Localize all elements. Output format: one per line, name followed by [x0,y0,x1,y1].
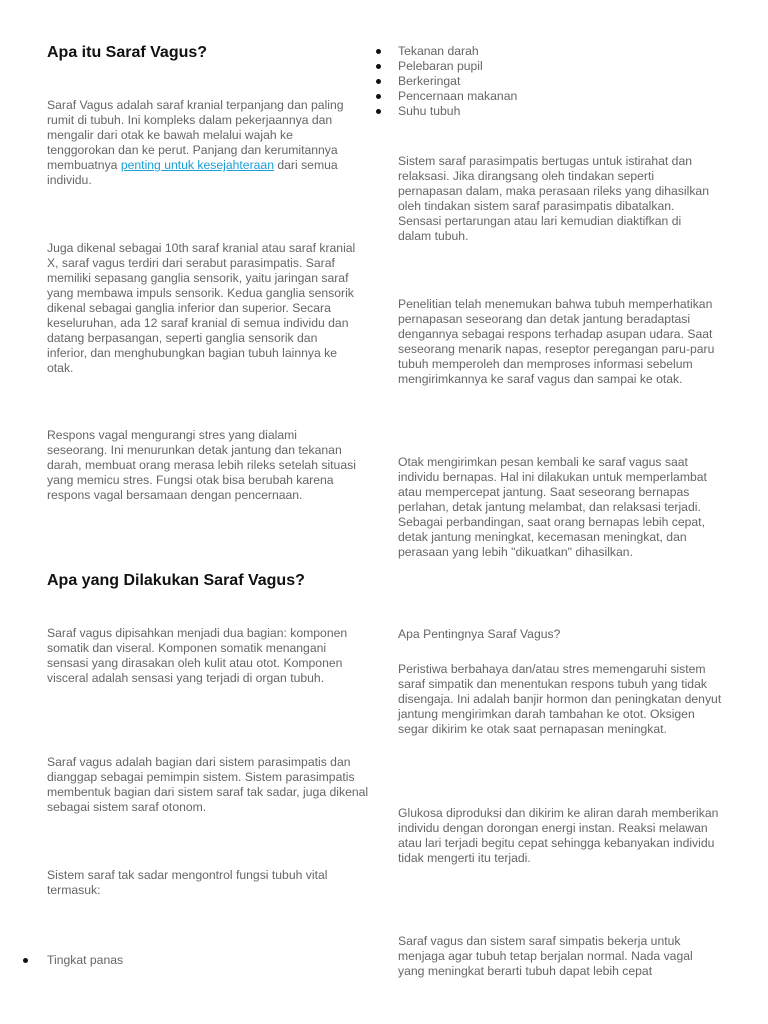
bullet-icon [376,79,381,84]
bullet-icon [376,109,381,114]
wellbeing-link[interactable]: penting untuk kesejahteraan [120,158,274,172]
list-item-label: Pelebaran pupil [398,59,483,73]
paragraph-intro-text: Saraf Vagus adalah saraf kranial terpanjang dan paling rumit di tubuh. Ini kompleks dalam pekerjaannya dan mengalir dari otak ke bawah melalui wajah ke tenggorokan dan ke perut. Panjang dan kerumitannya membuatnya [47,98,344,172]
paragraph-rest-relax: Sistem saraf parasimpatis bertugas untuk istirahat dan relaksasi. Jika dirangsang oleh tindakan seperti pernapasan dalam, maka perasaan rileks yang dihasilkan oleh tindakan sistem saraf parasimpatis dibatalkan. Sensasi pertarungan atau lari kemudian diaktifkan di dalam tubuh. [398,154,709,243]
paragraph-stress-events: Peristiwa berbahaya dan/atau stres memengaruhi sistem saraf simpatik dan menentukan respons tubuh yang tidak disengaja. Ini adalah banjir hormon dan peningkatan denyut jantung mengirimkan darah tambahan ke otot. Oksigen segar dikirim ke otak saat pernapasan meningkat. [398,662,722,736]
paragraph-breathing-research: Penelitian telah menemukan bahwa tubuh memperhatikan pernapasan seseorang dan detak jantung beradaptasi dengannya sebagai respons terhadap asupan udara. Saat seseorang menarik napas, reseptor peregangan paru-paru tubuh memperoleh dan memproses informasi sebelum mengirimkannya ke saraf vagus dan sampai ke otak. [398,297,715,386]
paragraph-vagal-tone: Saraf vagus dan sistem saraf simpatis bekerja untuk menjaga agar tubuh tetap berjalan normal. Nada vagal yang meningkat berarti tubuh dapat lebih cepat [398,934,693,978]
list-item [398,74,517,89]
paragraph-intro-text-end: dari semua individu. [47,158,338,187]
paragraph-parasympathetic: Saraf vagus adalah bagian dari sistem parasimpatis dan dianggap sebagai pemimpin sistem. Sistem parasimpatis membentuk bagian dari sistem saraf tak sadar, juga dikenal sebagai sistem saraf otonom. [47,755,369,814]
vital-functions-list [398,44,517,119]
paragraph-vagal-response: Respons vagal mengurangi stres yang dialami seseorang. Ini menurunkan detak jantung dan tekanan darah, membuat orang merasa lebih rileks setelah situasi yang memicu stres. Fungsi otak bisa berubah karena respons vagal bersamaan dengan pencernaan. [47,428,356,502]
list-item-label: Tingkat panas [47,953,124,967]
list-item [398,104,517,119]
bullet-icon [376,49,381,54]
paragraph-brain-message: Otak mengirimkan pesan kembali ke saraf vagus saat individu bernapas. Hal ini dilakukan untuk memperlambat atau mempercepat jantung. Saat seseorang bernapas perlahan, detak jantung melambat, dan relaksasi terjadi. Sebagai perbandingan, saat orang bernapas lebih cepat, detak jantung meningkat, kecemasan meningkat, dan perasaan yang lebih "dikuatkan" dihasilkan. [398,455,707,559]
bullet-icon [23,958,28,963]
section-heading-what-is-vagus: Apa itu Saraf Vagus? [47,44,208,61]
list-item-label: Suhu tubuh [398,104,461,118]
list-item-label: Pencernaan makanan [398,89,518,103]
list-item-label: Tekanan darah [398,44,479,58]
list-item [398,89,517,104]
paragraph-components: Saraf vagus dipisahkan menjadi dua bagian: komponen somatik dan viseral. Komponen somatik menangani sensasi yang dirasakan oleh kulit atau otot. Komponen visceral adalah sensasi yang terjadi di organ tubuh. [47,626,348,685]
list-item-label: Berkeringat [398,74,461,88]
section-heading-what-vagus-does: Apa yang Dilakukan Saraf Vagus? [47,572,305,589]
bullet-icon [376,64,381,69]
subheading-importance: Apa Pentingnya Saraf Vagus? [398,627,561,641]
list-item [398,44,517,59]
list-item [398,59,517,74]
paragraph-glucose: Glukosa diproduksi dan dikirim ke aliran darah memberikan individu dengan dorongan energi instan. Reaksi melawan atau lari terjadi begitu cepat sehingga kebanyakan individu tidak mengerti itu terjadi. [398,806,719,865]
list-item [47,953,123,968]
bullet-icon [376,94,381,99]
paragraph-intro [47,98,347,188]
paragraph-cranial-nerve: Juga dikenal sebagai 10th saraf kranial atau saraf kranial X, saraf vagus terdiri dari serabut parasimpatis. Saraf memiliki sepasang ganglia sensorik, yaitu jaringan saraf yang membawa impuls sensorik. Kedua ganglia sensorik dikenal sebagai ganglia inferior dan superior. Secara keseluruhan, ada 12 saraf kranial di semua individu dan datang berpasangan, seperti ganglia sensorik dan inferior, dan menghubungkan bagian tubuh lainnya ke otak. [47,241,356,375]
paragraph-vital-functions: Sistem saraf tak sadar mengontrol fungsi tubuh vital termasuk: [47,868,328,897]
